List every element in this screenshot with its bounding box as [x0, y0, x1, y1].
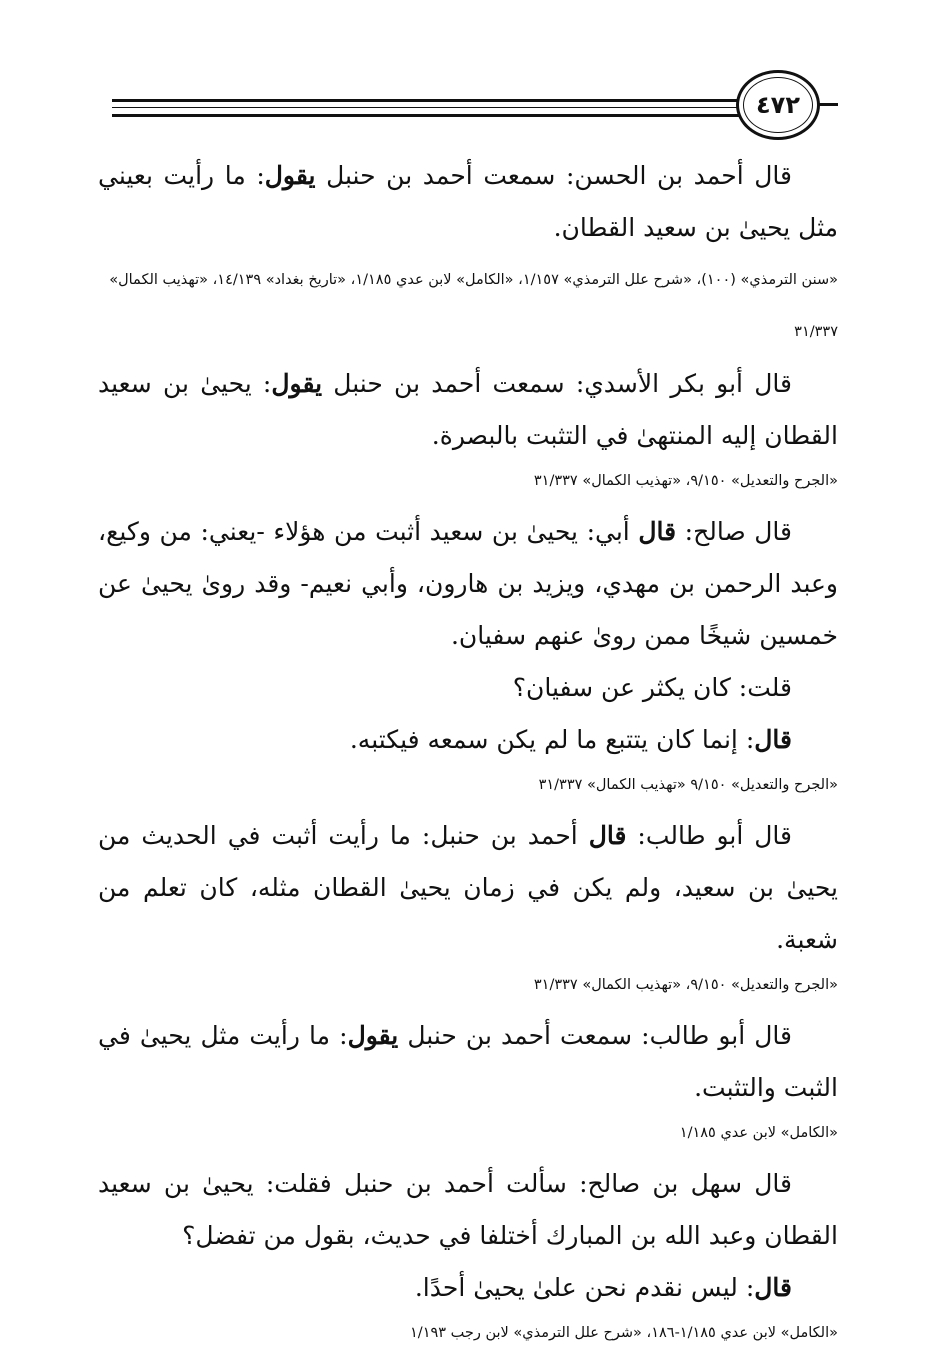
page-header: [0, 0, 936, 150]
bold-keyword: يقول: [347, 1021, 399, 1050]
text-segment: أحمد بن حنبل: ما رأيت أثبت في الحديث من يحيىٰ بن سعيد، ولم يكن في زمان يحيىٰ القطان مثله، كان تعلم من شعبة.: [98, 821, 838, 954]
source-reference: «سنن الترمذي» (١٠٠)، «شرح علل الترمذي» ١/١٥٧، «الكامل» لابن عدي ١/١٨٥، «تاريخ بغداد» ١٤/١٣٩، «تهذيب الكمال» ٣١/٣٣٧: [109, 272, 838, 340]
paragraph: [98, 150, 838, 254]
text-segment: : ليس نقدم نحن علىٰ يحيىٰ أحدًا.: [414, 1273, 755, 1302]
bold-keyword: قال: [754, 1273, 792, 1302]
bold-keyword: يقول: [271, 369, 323, 398]
paragraph: [98, 358, 838, 462]
text-segment: : ما رأيت بعيني مثل يحيىٰ بن سعيد القطان.: [98, 161, 838, 242]
text-segment: : يحيىٰ بن سعيد القطان إليه المنتهىٰ في التثبت بالبصرة.: [98, 369, 838, 450]
page-number: ٤٧٢: [756, 91, 800, 119]
source-reference: «الجرح والتعديل» ٩/١٥٠، «تهذيب الكمال» ٣١/٣٣٧: [533, 977, 838, 993]
header-rule-bottom: [112, 114, 750, 117]
text-segment: قال أبو طالب: سمعت أحمد بن حنبل: [398, 1021, 793, 1050]
paragraph: [98, 810, 838, 966]
bold-keyword: قال: [754, 725, 792, 754]
text-segment: قال أحمد بن الحسن: سمعت أحمد بن حنبل: [315, 161, 792, 190]
bold-keyword: قال: [588, 821, 627, 850]
text-segment: قال سهل بن صالح: سألت أحمد بن حنبل فقلت: يحيىٰ بن سعيد القطان وعبد الله بن المبارك أختلفا في حديث، بقول من تفضل؟: [98, 1169, 838, 1250]
paragraph: [98, 506, 838, 662]
page-number-badge: [736, 70, 820, 140]
page-body: [98, 150, 838, 1358]
header-rule-top: [112, 99, 750, 102]
paragraph: [98, 1262, 838, 1314]
text-segment: : ما رأيت مثل يحيىٰ في الثبت والتثبت.: [98, 1021, 838, 1102]
source-reference: «الكامل» لابن عدي ١/١٨٥-١٨٦، «شرح علل الترمذي» لابن رجب ١/١٩٣: [410, 1325, 838, 1341]
paragraph: [98, 714, 838, 766]
source-reference: «الجرح والتعديل» ٩/١٥٠، «تهذيب الكمال» ٣١/٣٣٧: [533, 473, 838, 489]
text-segment: قلت: كان يكثر عن سفيان؟: [512, 673, 792, 702]
paragraph: [98, 1010, 838, 1114]
text-segment: أبي: يحيىٰ بن سعيد أثبت من هؤلاء -يعني: من وكيع، وعبد الرحمن بن مهدي، ويزيد بن هارون، وأبي نعيم- وقد روىٰ يحيىٰ عن خمسين شيخًا ممن روىٰ عنهم سفيان.: [98, 517, 838, 650]
source-reference: «الجرح والتعديل» ٩/١٥٠ «تهذيب الكمال» ٣١/٣٣٧: [538, 777, 838, 793]
text-segment: : إنما كان يتتبع ما لم يكن سمعه فيكتبه.: [349, 725, 755, 754]
bold-keyword: يقول: [264, 161, 316, 190]
header-rule-tail: [818, 103, 838, 106]
text-segment: قال أبو بكر الأسدي: سمعت أحمد بن حنبل: [322, 369, 792, 398]
header-rule-middle: [112, 107, 750, 108]
bold-keyword: قال: [638, 517, 677, 546]
paragraph: [98, 662, 838, 714]
source-reference: «الكامل» لابن عدي ١/١٨٥: [679, 1125, 838, 1141]
text-segment: قال صالح:: [676, 517, 792, 546]
text-segment: قال أبو طالب:: [626, 821, 792, 850]
paragraph: [98, 1158, 838, 1262]
